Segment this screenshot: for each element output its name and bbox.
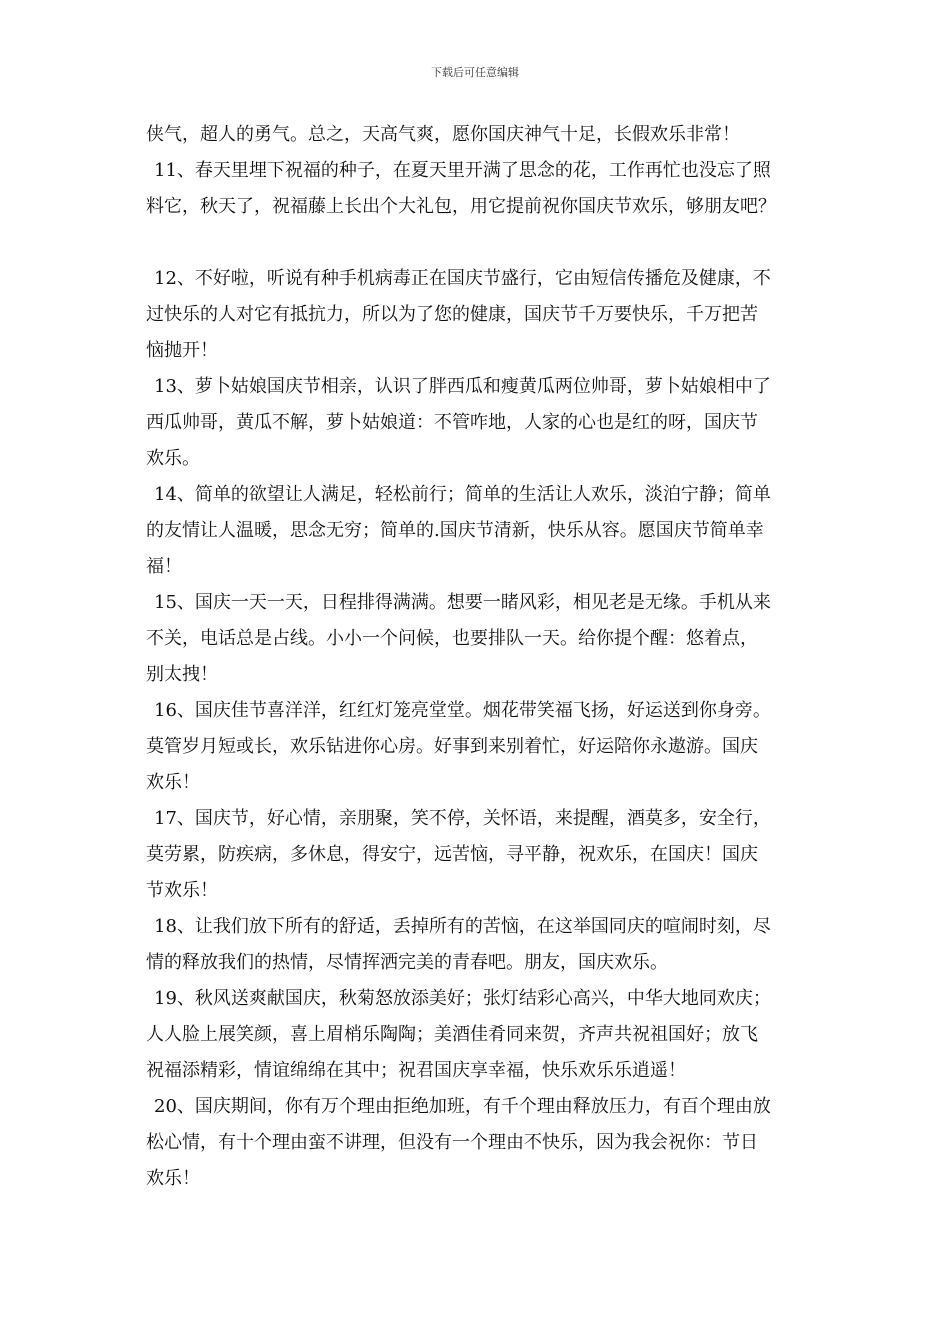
text-line: 恼抛开！ (146, 340, 218, 361)
text-line: 18、让我们放下所有的舒适，丢掉所有的苦恼，在这举国同庆的喧闹时刻，尽 (154, 916, 771, 937)
text-line: 14、简单的欲望让人满足，轻松前行；简单的生活让人欢乐，淡泊宁静；简单 (154, 484, 771, 505)
paragraph (146, 477, 826, 585)
text-line: 莫劳累，防疾病，多休息，得安宁，远苦恼，寻平静，祝欢乐，在国庆！国庆 (146, 844, 758, 865)
header-note: 下载后可任意编辑 (431, 66, 519, 79)
paragraph (146, 981, 826, 1089)
text-line: 料它，秋天了，祝福藤上长出个大礼包，用它提前祝你国庆节欢乐，够朋友吧？ (146, 196, 776, 217)
document-body (146, 117, 826, 1197)
text-line: 人人脸上展笑颜，喜上眉梢乐陶陶；美酒佳肴同来贺，齐声共祝祖国好；放飞 (146, 1024, 758, 1045)
paragraph (146, 1089, 826, 1197)
paragraph (146, 153, 826, 225)
paragraph (146, 693, 826, 801)
text-line: 的友情让人温暖，思念无穷；简单的.国庆节清新，快乐从容。愿国庆节简单幸 (146, 520, 764, 541)
text-line: 祝福添精彩，情谊绵绵在其中；祝君国庆享幸福，快乐欢乐乐逍遥！ (146, 1060, 686, 1081)
paragraph (146, 261, 826, 369)
text-line: 欢乐！ (146, 1168, 200, 1189)
blank-line (146, 225, 826, 261)
text-line: 16、国庆佳节喜洋洋，红红灯笼亮堂堂。烟花带笑福飞扬，好运送到你身旁。 (154, 700, 771, 721)
paragraph (146, 585, 826, 693)
text-line: 欢乐。 (146, 448, 200, 469)
text-line: 不关，电话总是占线。小小一个问候，也要排队一天。给你提个醒：悠着点， (146, 628, 758, 649)
text-line: 松心情，有十个理由蛮不讲理，但没有一个理由不快乐，因为我会祝你：节日 (146, 1132, 758, 1153)
text-line: 17、国庆节，好心情，亲朋聚，笑不停，关怀语，来提醒，酒莫多，安全行， (154, 808, 771, 829)
text-line: 西瓜帅哥，黄瓜不解，萝卜姑娘道：不管咋地，人家的心也是红的呀，国庆节 (146, 412, 758, 433)
text-line: 12、不好啦，听说有种手机病毒正在国庆节盛行，它由短信传播危及健康，不 (154, 268, 771, 289)
paragraph (146, 117, 826, 153)
text-line: 13、萝卜姑娘国庆节相亲，认识了胖西瓜和瘦黄瓜两位帅哥，萝卜姑娘相中了 (154, 376, 771, 397)
text-line: 欢乐！ (146, 772, 200, 793)
text-line: 别太拽！ (146, 664, 218, 685)
text-line: 20、国庆期间，你有万个理由拒绝加班，有千个理由释放压力，有百个理由放 (154, 1096, 771, 1117)
paragraph (146, 369, 826, 477)
text-line: 15、国庆一天一天，日程排得满满。想要一睹风彩，相见老是无缘。手机从来 (154, 592, 771, 613)
text-line: 侠气，超人的勇气。总之，天高气爽，愿你国庆神气十足，长假欢乐非常！ (146, 124, 740, 145)
text-line: 情的释放我们的热情，尽情挥洒完美的青春吧。朋友，国庆欢乐。 (146, 952, 668, 973)
paragraph (146, 909, 826, 981)
text-line: 过快乐的人对它有抵抗力，所以为了您的健康，国庆节千万要快乐，千万把苦 (146, 304, 758, 325)
text-line: 莫管岁月短或长，欢乐钻进你心房。好事到来别着忙，好运陪你永遨游。国庆 (146, 736, 758, 757)
text-line: 节欢乐！ (146, 880, 218, 901)
text-line: 19、秋风送爽献国庆，秋菊怒放添美好；张灯结彩心高兴，中华大地同欢庆； (154, 988, 771, 1009)
text-line: 11、春天里埋下祝福的种子，在夏天里开满了思念的花，工作再忙也没忘了照 (154, 160, 771, 181)
paragraph (146, 801, 826, 909)
text-line: 福！ (146, 556, 182, 577)
